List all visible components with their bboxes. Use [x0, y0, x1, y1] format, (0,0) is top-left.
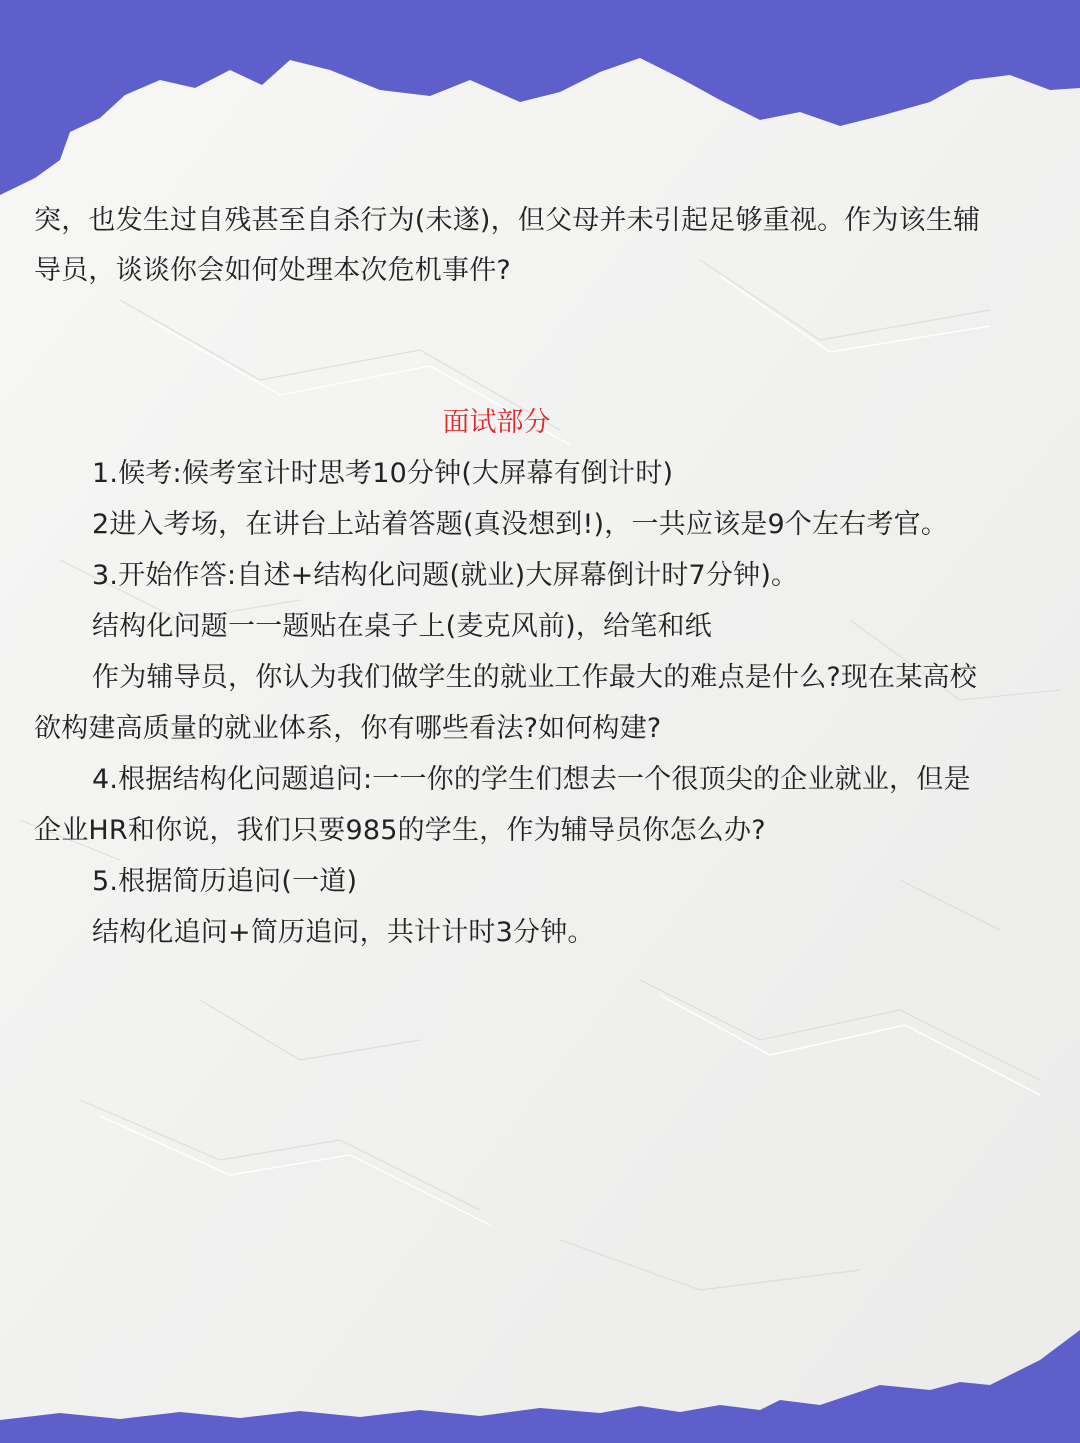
list-item: 结构化问题一一题贴在桌子上(麦克风前)，给笔和纸 — [92, 611, 712, 642]
list-item: 2进入考场，在讲台上站着答题(真没想到!)，一共应该是9个左右考官。 — [92, 509, 949, 540]
list-item: 作为辅导员，你认为我们做学生的就业工作最大的难点是什么?现在某高校 — [92, 662, 977, 693]
intro-line-2: 导员，谈谈你会如何处理本次危机事件? — [34, 255, 511, 286]
intro-line-1: 突，也发生过自残甚至自杀行为(未遂)，但父母并未引起足够重视。作为该生辅 — [34, 205, 981, 236]
list-item: 欲构建高质量的就业体系，你有哪些看法?如何构建? — [34, 713, 662, 744]
list-item: 4.根据结构化问题追问:一一你的学生们想去一个很顶尖的企业就业，但是 — [92, 764, 971, 795]
list-item: 1.候考:候考室计时思考10分钟(大屏幕有倒计时) — [92, 458, 674, 489]
list-item: 3.开始作答:自述+结构化问题(就业)大屏幕倒计时7分钟)。 — [92, 560, 799, 591]
list-item: 企业HR和你说，我们只要985的学生，作为辅导员你怎么办? — [34, 815, 766, 846]
list-item: 结构化追问+简历追问，共计计时3分钟。 — [92, 917, 595, 948]
section-heading: 面试部分 — [442, 407, 551, 438]
list-item: 5.根据简历追问(一道) — [92, 866, 358, 897]
